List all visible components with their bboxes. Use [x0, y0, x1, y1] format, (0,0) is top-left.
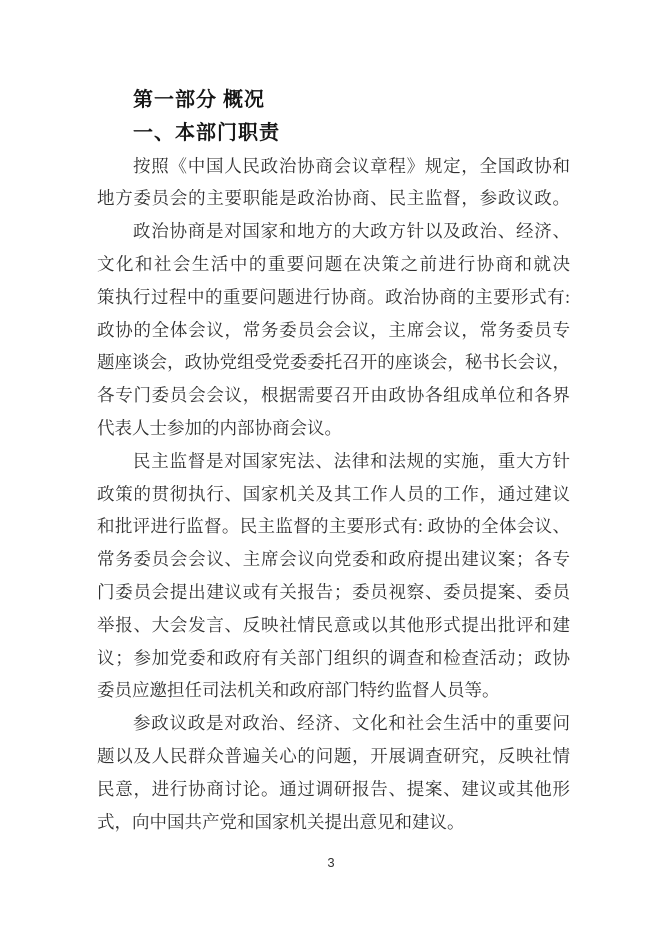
document-text-line: 文化和社会生活中的重要问题在决策之前进行协商和就决: [97, 253, 570, 274]
document-text-line: 委员应邀担任司法机关和政府部门特约监督人员等。: [97, 680, 500, 701]
document-heading: 一、本部门职责: [133, 121, 280, 144]
document-text-line: 代表人士参加的内部协商会议。: [97, 417, 342, 438]
document-text-line: 策执行过程中的重要问题进行协商。政治协商的主要形式有:: [97, 286, 570, 307]
document-text-line: 按照《中国人民政治协商会议章程》规定，全国政协和: [133, 155, 570, 176]
document-text-line: 门委员会提出建议或有关报告；委员视察、委员提案、委员: [97, 581, 570, 602]
document-text-line: 和批评进行监督。民主监督的主要形式有: 政协的全体会议、: [97, 516, 570, 537]
document-text-line: 民意，进行协商讨论。通过调研报告、提案、建议或其他形: [97, 778, 570, 799]
document-text-line: 政协的全体会议，常务委员会会议，主席会议，常务委员专: [97, 319, 570, 340]
document-heading: 第一部分 概况: [133, 89, 265, 111]
document-text-line: 议；参加党委和政府有关部门组织的调查和检查活动；政协: [97, 647, 570, 668]
document-text-line: 民主监督是对国家宪法、法律和法规的实施，重大方针: [133, 450, 570, 471]
document-text-line: 政治协商是对国家和地方的大政方针以及政治、经济、: [133, 221, 570, 242]
document-text-line: 式，向中国共产党和国家机关提出意见和建议。: [97, 811, 465, 832]
document-text-line: 各专门委员会会议，根据需要召开由政协各组成单位和各界: [97, 385, 570, 406]
document-text-line: 举报、大会发言、反映社情民意或以其他形式提出批评和建: [97, 614, 570, 635]
document-text-line: 政策的贯彻执行、国家机关及其工作人员的工作，通过建议: [97, 483, 570, 504]
text-block: [97, 84, 570, 838]
page-number: 3: [327, 855, 335, 870]
document-text-line: 题座谈会，政协党组受党委委托召开的座谈会，秘书长会议，: [97, 352, 570, 373]
document-text-line: 地方委员会的主要职能是政治协商、民主监督，参政议政。: [97, 188, 570, 209]
document-text-line: 参政议政是对政治、经济、文化和社会生活中的重要问: [133, 713, 570, 734]
document-text-line: 题以及人民群众普遍关心的问题，开展调查研究，反映社情: [97, 745, 570, 766]
document-text-line: 常务委员会会议、主席会议向党委和政府提出建议案；各专: [97, 549, 570, 570]
